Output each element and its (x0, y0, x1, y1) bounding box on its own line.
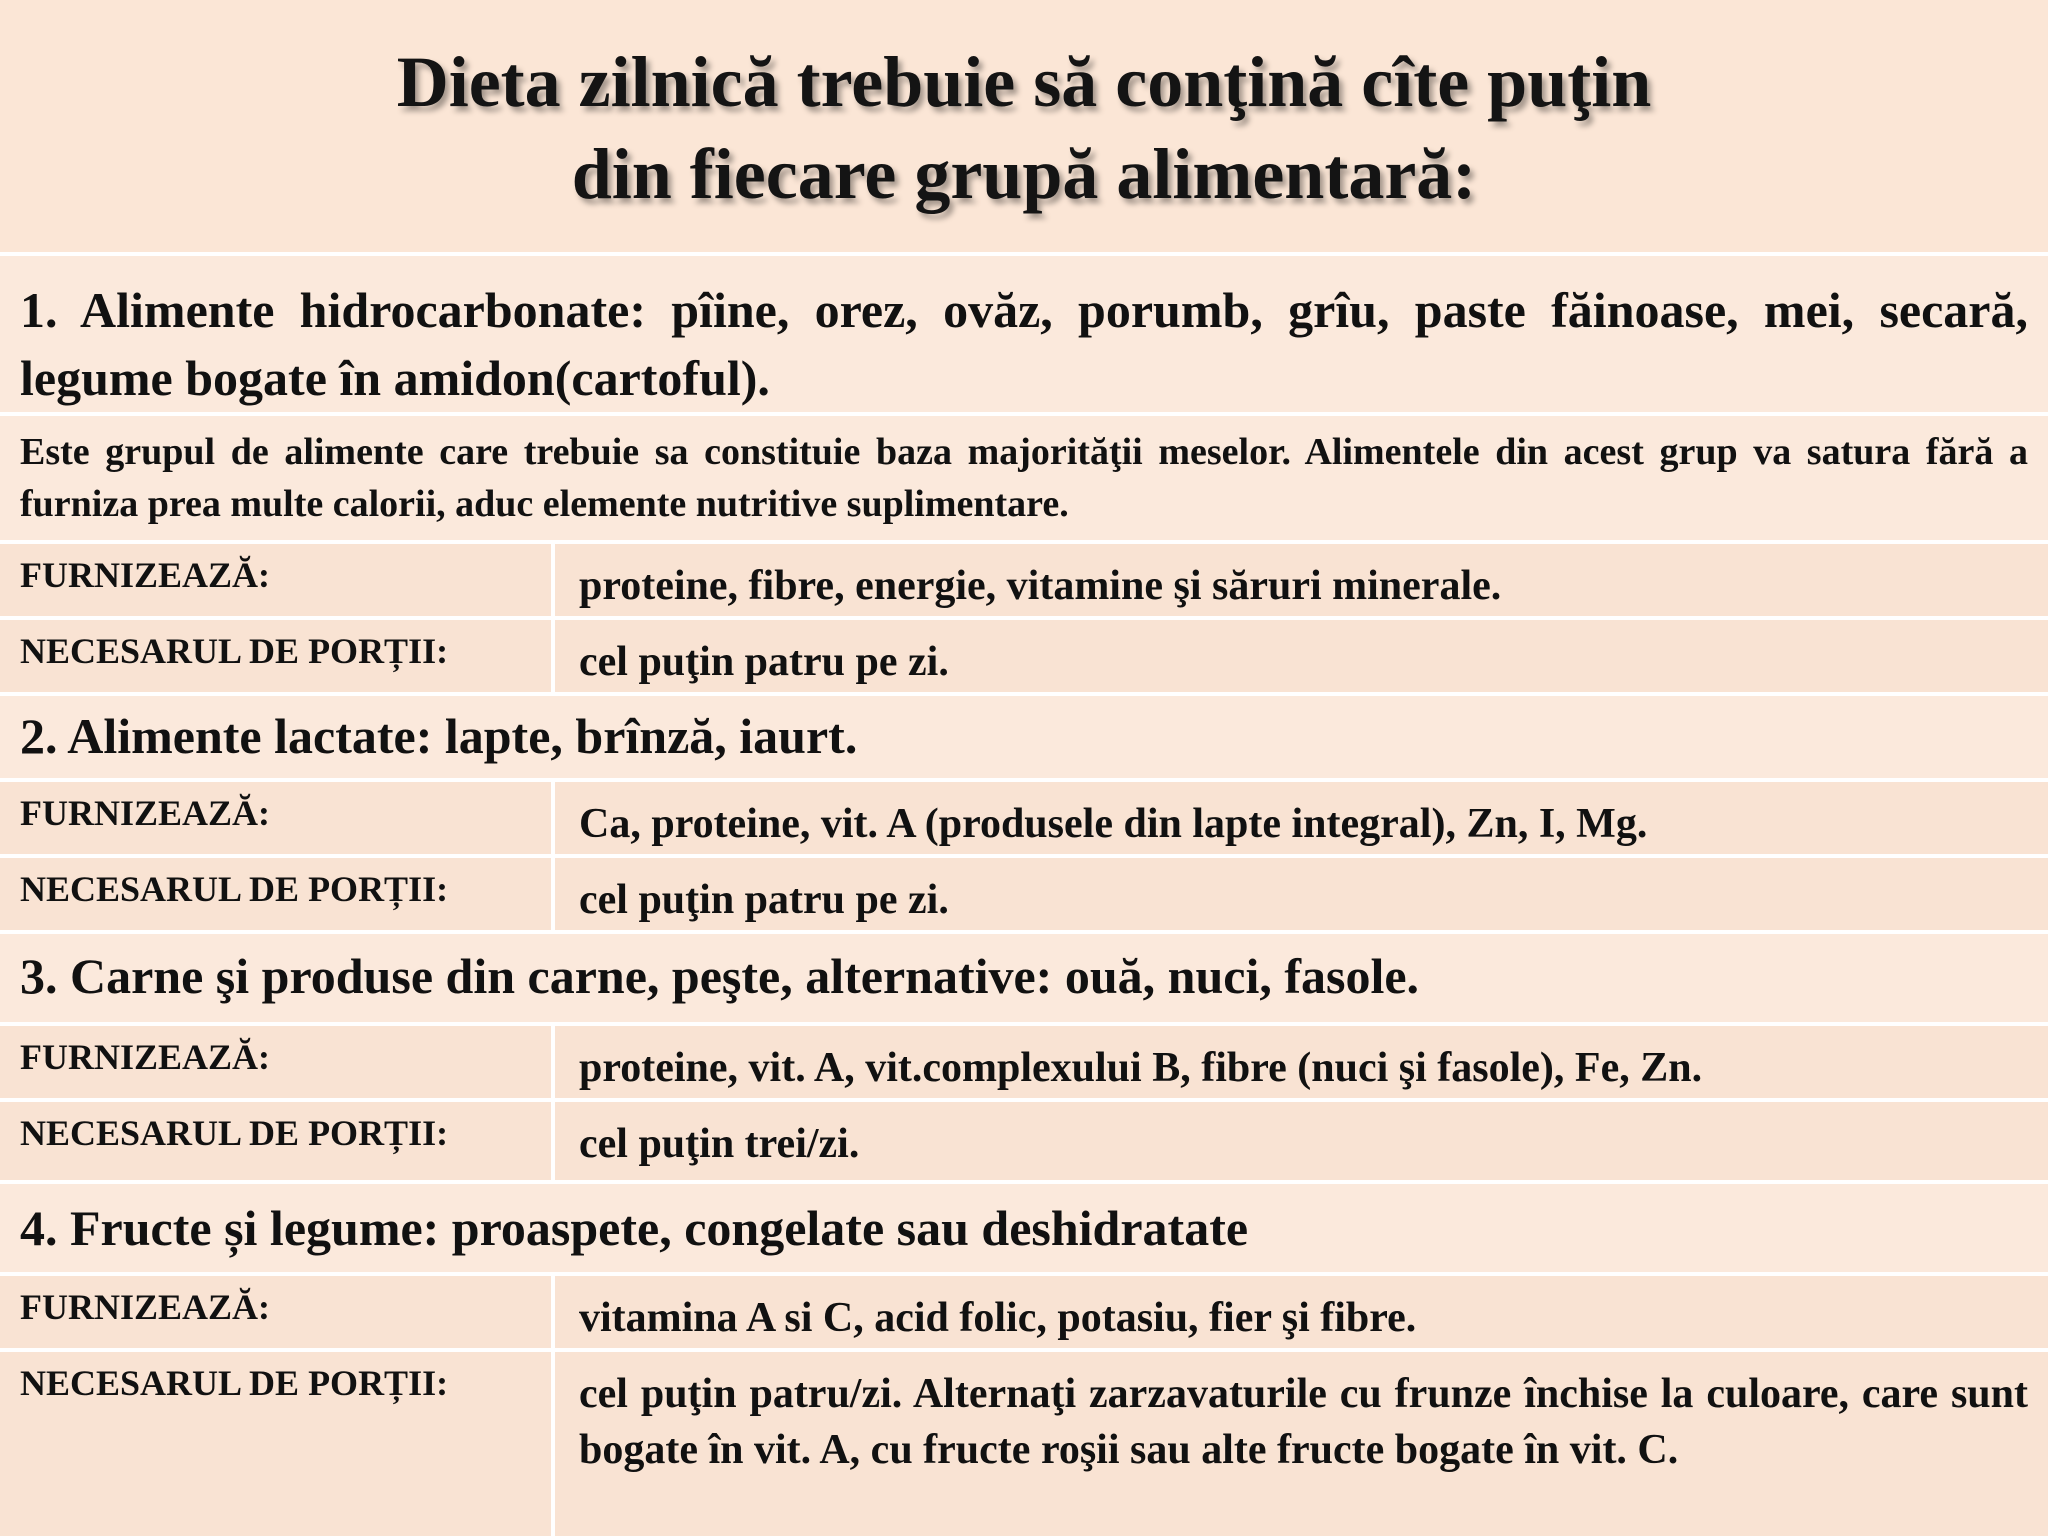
portions-value-cell (559, 1352, 2028, 1536)
page-title (0, 36, 2048, 220)
provides-value: Ca, proteine, vit. A (produsele din lapte integral), Zn, I, Mg. (579, 801, 1648, 847)
portions-label-cell (0, 620, 555, 692)
provides-label: FURNIZEAZĂ: (20, 1037, 271, 1077)
portions-label-cell (0, 1102, 555, 1180)
section-4-provides-row (0, 1272, 2048, 1348)
portions-label-cell (0, 858, 555, 930)
portions-label: NECESARUL DE PORȚII: (20, 631, 449, 671)
section-3-portions-row (0, 1098, 2048, 1180)
portions-value-cell (559, 858, 2028, 930)
section-2-provides-row (0, 778, 2048, 854)
portions-label: NECESARUL DE PORȚII: (20, 1113, 449, 1153)
portions-value: cel puţin patru pe zi. (579, 877, 949, 923)
portions-value-cell (559, 1102, 2028, 1180)
portions-value: cel puţin patru/zi. Alternaţi zarzavaturile cu frunze închise la culoare, care sunt bogate în vit. A, cu fructe roşii sau alte fructe bogate în vit. C. (579, 1371, 2028, 1473)
section-3-heading-row (0, 930, 2048, 1022)
portions-value: cel puţin trei/zi. (579, 1121, 860, 1167)
section-3-provides-row (0, 1022, 2048, 1098)
portions-label: NECESARUL DE PORȚII: (20, 869, 449, 909)
portions-value: cel puţin patru pe zi. (579, 639, 949, 685)
title-line-2: din fiecare grupă alimentară: (571, 134, 1477, 214)
provides-label: FURNIZEAZĂ: (20, 555, 271, 595)
provides-value-cell (559, 1276, 2028, 1348)
provides-label-cell (0, 1276, 555, 1348)
portions-value-cell (559, 620, 2028, 692)
section-1-heading: 1. Alimente hidrocarbonate: pîine, orez, ovăz, porumb, grîu, paste făinoase, mei, secară, legume bogate în amidon(cartoful). (20, 282, 2028, 406)
provides-label-cell (0, 544, 555, 616)
food-groups-table (0, 252, 2048, 1536)
provides-value: vitamina A si C, acid folic, potasiu, fier şi fibre. (579, 1295, 1417, 1341)
section-2-heading: 2. Alimente lactate: lapte, brînză, iaurt. (20, 708, 858, 764)
title-line-1: Dieta zilnică trebuie să conţină cîte puţin (396, 42, 1652, 122)
section-2-heading-row (0, 692, 2048, 778)
provides-value: proteine, vit. A, vit.complexului B, fibre (nuci şi fasole), Fe, Zn. (579, 1045, 1703, 1091)
provides-value-cell (559, 1026, 2028, 1098)
provides-label-cell (0, 1026, 555, 1098)
portions-label-cell (0, 1352, 555, 1536)
provides-value-cell (559, 782, 2028, 854)
provides-label: FURNIZEAZĂ: (20, 793, 271, 833)
portions-label: NECESARUL DE PORȚII: (20, 1363, 449, 1403)
section-4-heading-row (0, 1180, 2048, 1272)
section-2-portions-row (0, 854, 2048, 930)
section-1-provides-row (0, 540, 2048, 616)
provides-label-cell (0, 782, 555, 854)
section-4-heading: 4. Fructe și legume: proaspete, congelate sau deshidratate (20, 1200, 1249, 1256)
section-4-portions-row (0, 1348, 2048, 1536)
provides-label: FURNIZEAZĂ: (20, 1287, 271, 1327)
section-1-description: Este grupul de alimente care trebuie sa constituie baza majorităţii meselor. Alimentele din acest grup va satura fără a furniza prea multe calorii, aduc elemente nutritive suplimentare. (20, 431, 2028, 525)
provides-value-cell (559, 544, 2028, 616)
provides-value: proteine, fibre, energie, vitamine şi săruri minerale. (579, 563, 1502, 609)
section-1-heading-row (0, 252, 2048, 412)
section-3-heading: 3. Carne şi produse din carne, peşte, alternative: ouă, nuci, fasole. (20, 948, 1420, 1004)
section-1-portions-row (0, 616, 2048, 692)
section-1-description-row (0, 412, 2048, 540)
